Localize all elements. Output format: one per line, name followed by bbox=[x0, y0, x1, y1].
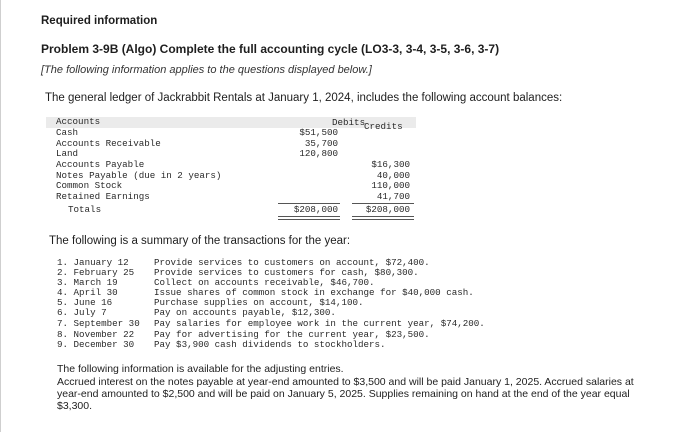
account-name: Notes Payable (due in 2 years) bbox=[56, 169, 222, 181]
credit-value: 40,000 bbox=[376, 169, 410, 181]
debit-double-underline bbox=[278, 216, 340, 220]
problem-title: Problem 3-9B (Algo) Complete the full accounting cycle (LO3-3, 3-4, 3-5, 3-6, 3-7) bbox=[41, 42, 500, 56]
accounts-column-header: Accounts bbox=[56, 116, 101, 127]
required-information-label: Required information bbox=[41, 15, 158, 27]
total-credit-value: $208,000 bbox=[365, 204, 410, 215]
credit-value: 41,700 bbox=[376, 190, 410, 202]
table-row bbox=[46, 160, 416, 170]
credit-double-underline bbox=[352, 216, 414, 220]
account-name: Accounts Payable bbox=[56, 159, 145, 170]
transactions-heading: The following is a summary of the transactions for the year: bbox=[49, 235, 351, 247]
transaction-date: 9. December 30 bbox=[57, 339, 135, 350]
transaction-date: 7. September 30 bbox=[57, 318, 140, 329]
account-name: Common Stock bbox=[56, 180, 123, 191]
transaction-description: Purchase supplies on account, $14,100. bbox=[154, 297, 364, 308]
total-debit-value: $208,000 bbox=[293, 204, 338, 215]
debits-column-header: Debits bbox=[332, 117, 366, 128]
table-header-row bbox=[46, 116, 416, 132]
transaction-date: 5. June 16 bbox=[57, 297, 113, 308]
account-name: Retained Earnings bbox=[56, 190, 150, 202]
transaction-description: Pay for advertising for the current year, $23,500. bbox=[154, 329, 430, 340]
transaction-description: Pay salaries for employee work in the current year, $74,200. bbox=[154, 318, 485, 329]
table-row bbox=[46, 192, 416, 202]
adjusting-heading: The following information is available for the adjusting entries. bbox=[57, 363, 344, 375]
intro-text: The general ledger of Jackrabbit Rentals at January 1, 2024, includes the following account balances: bbox=[45, 92, 563, 104]
totals-row bbox=[46, 205, 416, 215]
transaction-description: Provide services to customers on account, $72,400. bbox=[154, 257, 430, 268]
account-name: Accounts Receivable bbox=[56, 137, 161, 149]
credits-column-header: Credits bbox=[364, 121, 403, 132]
adjusting-body: Accrued interest on the notes payable at year-end amounted to $3,500 and will be paid January 1, 2025. Accrued salaries at year-end amounted to $2,500 and will be paid on January 5, 2025. Supplies remaining on hand at the end of the year equal $3,300. bbox=[57, 376, 634, 412]
debit-value: 35,700 bbox=[304, 137, 338, 149]
transaction-description: Collect on accounts receivable, $46,700. bbox=[154, 277, 375, 288]
transaction-date: 4. April 30 bbox=[57, 287, 118, 298]
trial-balance-table bbox=[46, 117, 416, 221]
applies-note: [The following information applies to the questions displayed below.] bbox=[41, 64, 372, 76]
transaction-description: Pay on accounts payable, $12,300. bbox=[154, 307, 336, 318]
totals-label: Totals bbox=[68, 204, 102, 215]
transaction-description: Provide services to customers for cash, $80,300. bbox=[154, 267, 419, 278]
account-name: Cash bbox=[56, 127, 79, 138]
transaction-date: 6. July 7 bbox=[57, 307, 107, 318]
credit-value: 110,000 bbox=[371, 180, 410, 191]
transaction-date: 1. January 12 bbox=[57, 257, 129, 268]
table-row bbox=[46, 149, 416, 159]
table-row bbox=[46, 171, 416, 181]
account-name: Land bbox=[56, 148, 79, 159]
debit-value: 120,800 bbox=[299, 148, 338, 159]
table-row bbox=[46, 181, 416, 191]
table-row bbox=[46, 128, 416, 138]
table-row bbox=[46, 139, 416, 149]
transaction-date: 8. November 22 bbox=[57, 329, 135, 340]
transaction-description: Pay $3,900 cash dividends to stockholders. bbox=[154, 339, 386, 350]
debit-value: $51,500 bbox=[299, 127, 338, 138]
credit-value: $16,300 bbox=[371, 159, 410, 170]
transaction-date: 2. February 25 bbox=[57, 267, 135, 278]
transaction-description: Issue shares of common stock in exchange for $40,000 cash. bbox=[154, 287, 474, 298]
transaction-date: 3. March 19 bbox=[57, 277, 118, 288]
